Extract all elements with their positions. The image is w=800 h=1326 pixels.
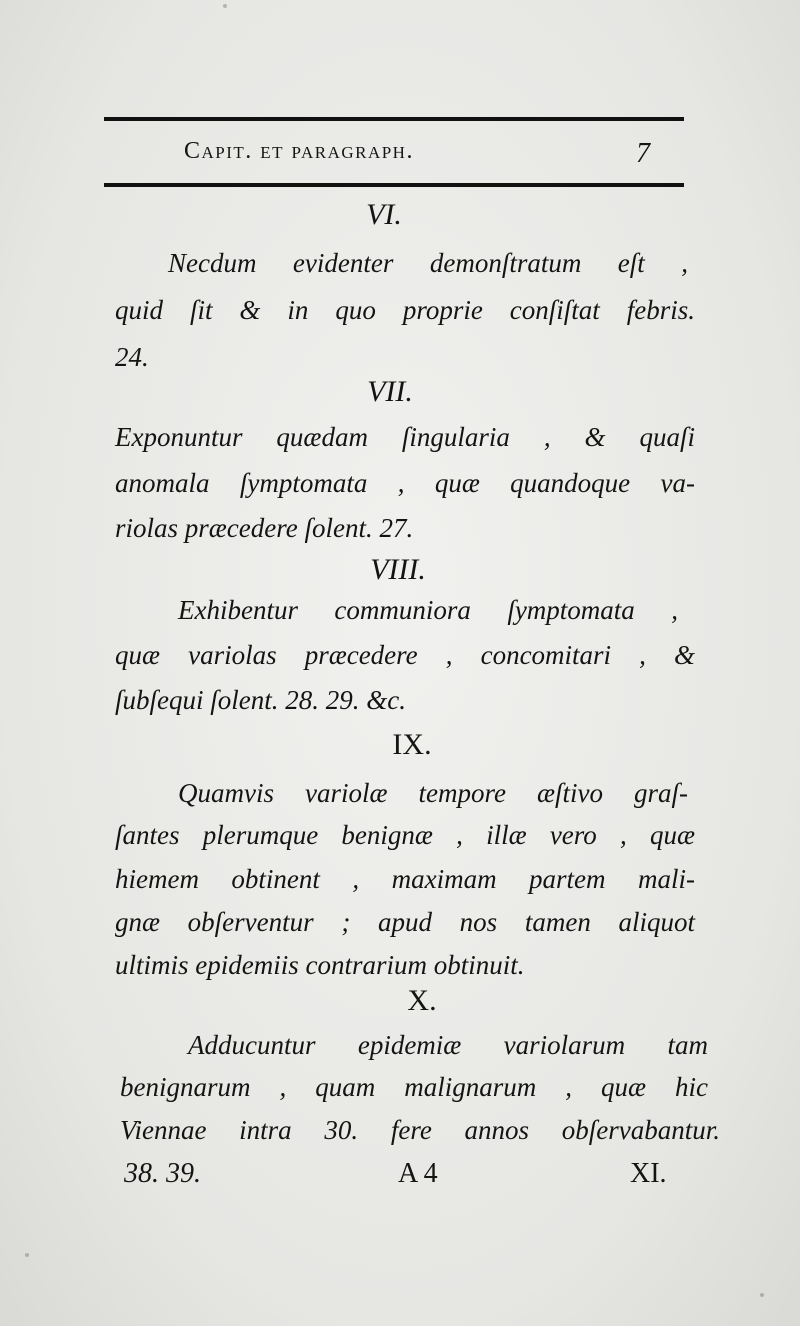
section-ix-line-2: ſantes plerumque benignæ , illæ vero , quæ (115, 820, 695, 850)
signature-mark: A 4 (398, 1158, 438, 1189)
section-number-vi: VI. (366, 198, 402, 231)
catchword: XI. (630, 1158, 667, 1189)
section-ix-line-4: gnæ obſerventur ; apud nos tamen aliquot (115, 907, 695, 937)
paper-speck (25, 1253, 29, 1257)
section-vii-line-3: riolas præcedere ſolent. 27. (115, 513, 414, 543)
section-number-ix: IX. (392, 728, 432, 761)
section-viii-line-1: Exhibentur communiora ſymptomata , (178, 595, 678, 625)
section-ix-line-5: ultimis epidemiis contrarium obtinuit. (115, 950, 525, 980)
section-viii-line-3: ſubſequi ſolent. 28. 29. &c. (115, 685, 406, 715)
section-x-line-3: Viennae intra 30. fere annos obſervabantur. (120, 1115, 720, 1145)
section-viii-line-2: quæ variolas præcedere , concomitari , & (115, 640, 695, 670)
section-vi-line-2: quid ſit & in quo proprie conſiſtat febris. (115, 295, 695, 325)
footer-page-refs: 38. 39. (124, 1158, 201, 1189)
section-vi-line-3: 24. (115, 342, 149, 372)
header-rule-top (104, 117, 684, 121)
header-rule-bottom (104, 183, 684, 187)
running-head: Capit. et paragraph. (184, 138, 414, 164)
section-x-line-2: benignarum , quam malignarum , quæ hic (120, 1072, 708, 1102)
section-x-line-1: Adducuntur epidemiæ variolarum tam (188, 1030, 708, 1060)
paper-speck (760, 1293, 764, 1297)
section-vi-line-1: Necdum evidenter demonſtratum eſt , (168, 248, 688, 278)
section-ix-line-1: Quamvis variolæ tempore æſtivo graſ- (178, 778, 688, 808)
section-vii-line-1: Exponuntur quædam ſingularia , & quaſi (115, 422, 695, 452)
section-number-viii: VIII. (370, 553, 426, 586)
section-number-x: X. (407, 984, 437, 1017)
paper-speck (223, 4, 227, 8)
page-number: 7 (636, 138, 650, 169)
section-vii-line-2: anomala ſymptomata , quæ quandoque va- (115, 468, 695, 498)
section-ix-line-3: hiemem obtinent , maximam partem mali- (115, 864, 695, 894)
section-number-vii: VII. (367, 375, 413, 408)
